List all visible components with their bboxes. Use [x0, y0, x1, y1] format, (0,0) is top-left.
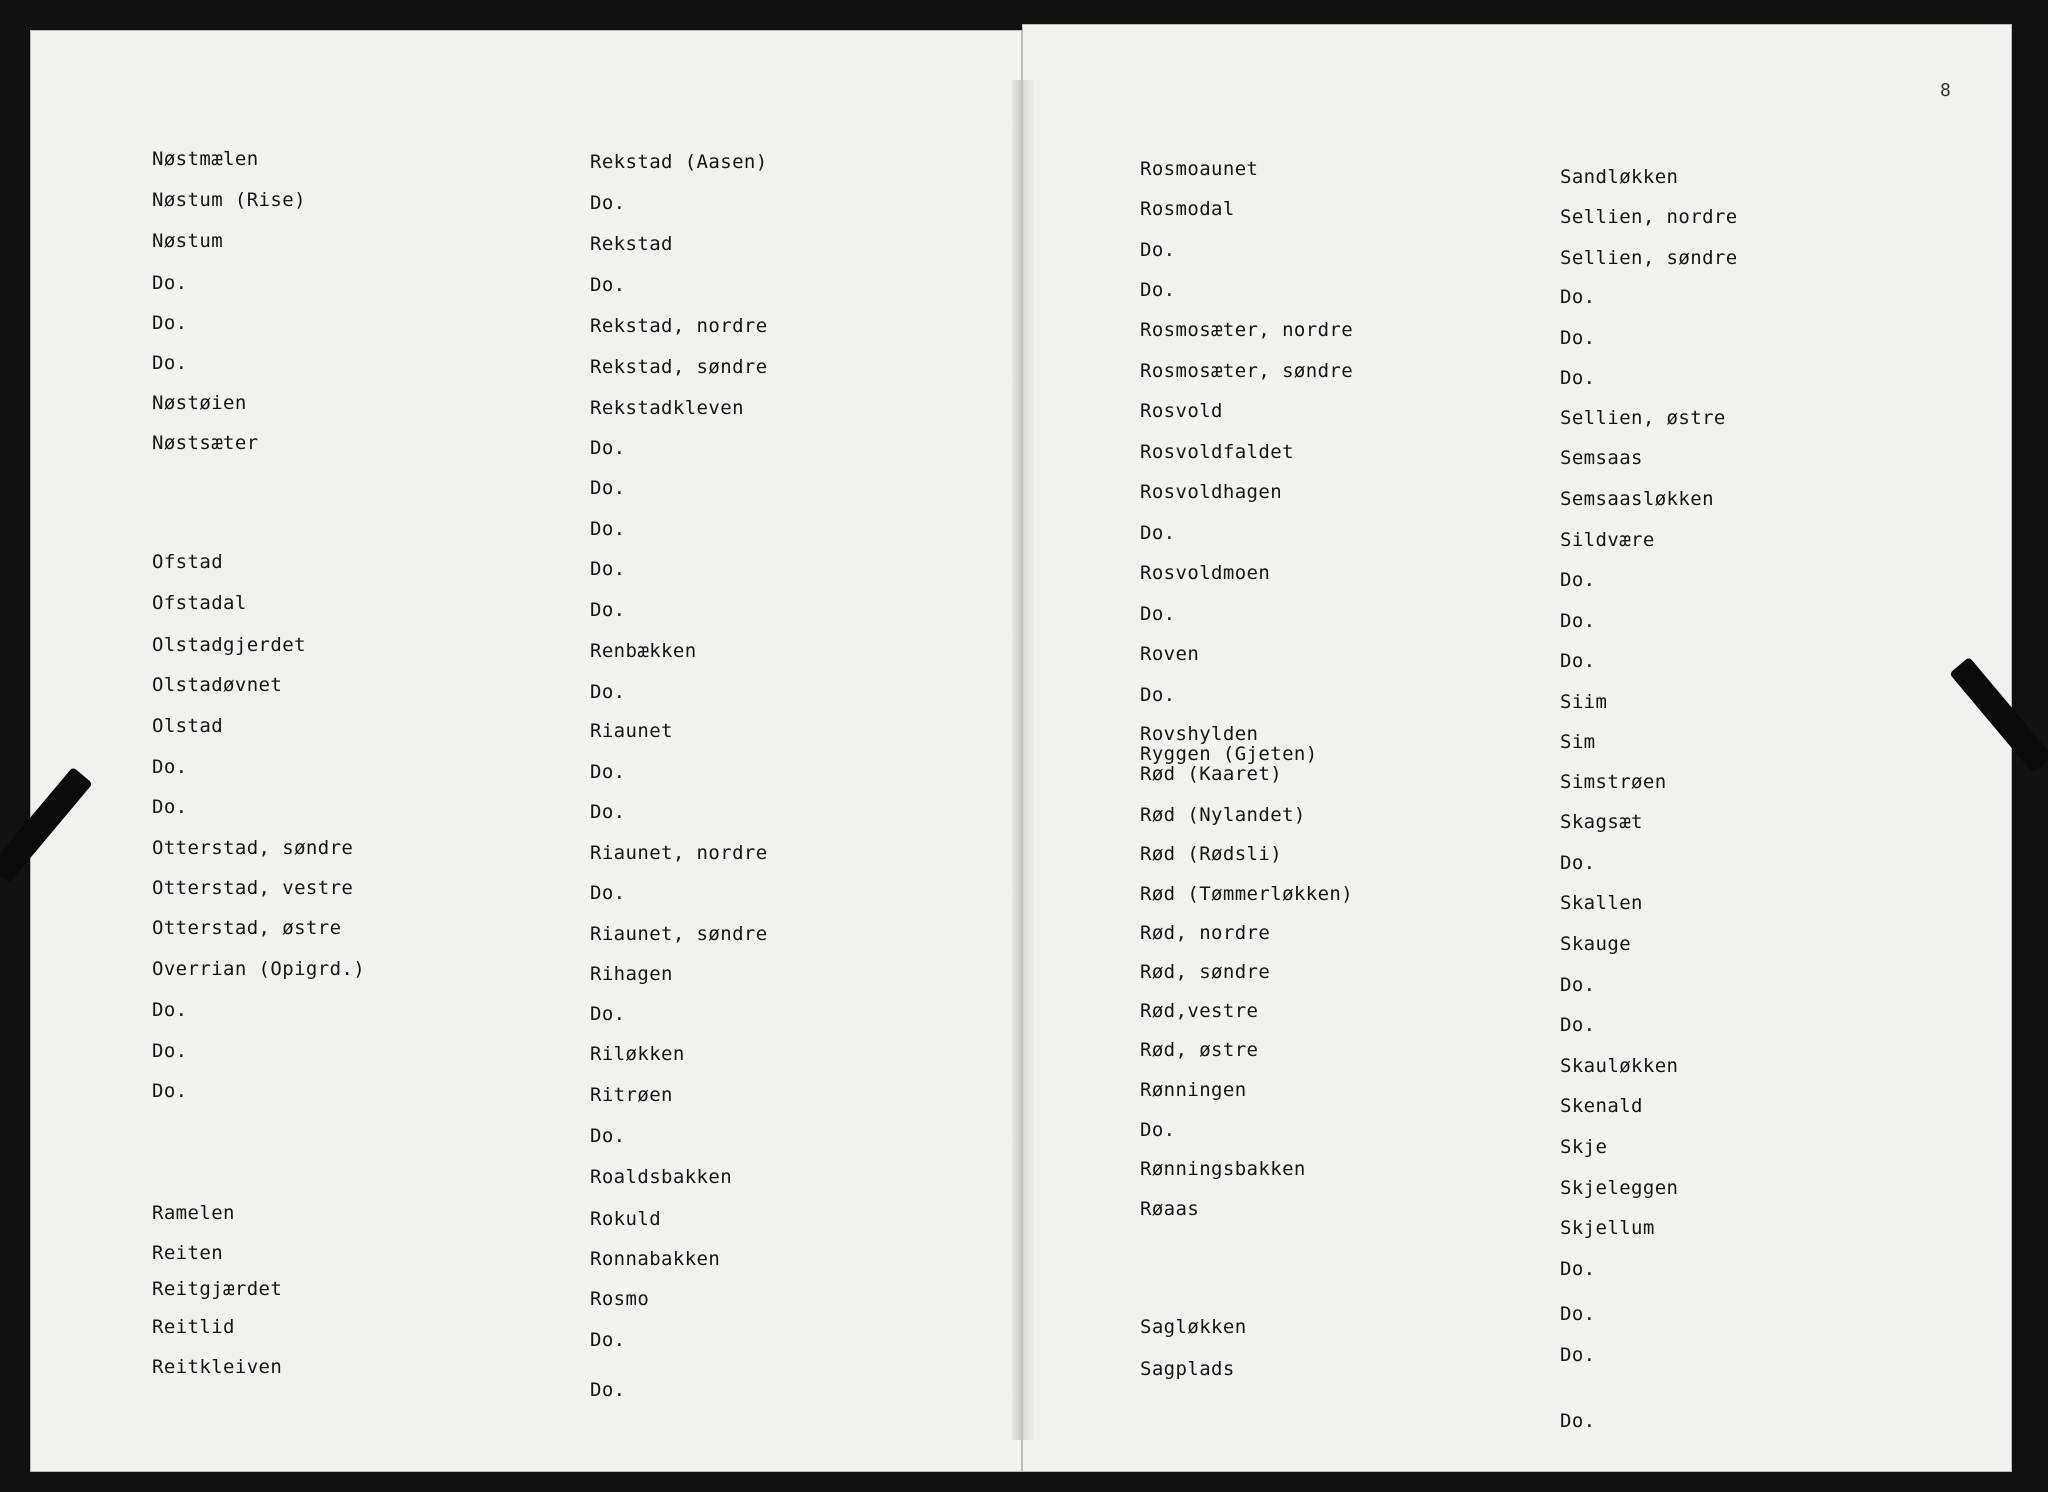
- index-entry-name: Rød (Nylandet): [1140, 804, 1306, 826]
- index-entry-name: Do.: [1140, 603, 1176, 625]
- index-entry-name: Roaldsbakken: [590, 1166, 733, 1188]
- index-entry-name: Skjellum: [1560, 1217, 1655, 1239]
- index-entry-name: Do.: [590, 274, 626, 296]
- index-entry-name: Skjeleggen: [1560, 1177, 1679, 1199]
- index-entry-name: Do.: [1560, 1014, 1596, 1036]
- index-entry-name: Skenald: [1560, 1095, 1643, 1117]
- index-entry-name: Do.: [152, 1080, 188, 1102]
- index-entry-name: Nøstmælen: [152, 148, 259, 170]
- index-entry-name: Do.: [590, 1125, 626, 1147]
- index-entry-name: Do.: [1560, 1344, 1596, 1366]
- index-entry-name: Rosmodal: [1140, 198, 1235, 220]
- index-entry-name: Ramelen: [152, 1202, 235, 1224]
- index-entry-name: Rokuld: [590, 1208, 662, 1230]
- index-entry-name: Skje: [1560, 1136, 1608, 1158]
- index-entry-name: Do.: [1140, 279, 1176, 301]
- index-entry-name: Riløkken: [590, 1043, 685, 1065]
- index-entry-name: Do.: [1140, 239, 1176, 261]
- index-entry-name: Do.: [1560, 852, 1596, 874]
- index-entry-name: Do.: [1560, 569, 1596, 591]
- index-entry-name: Ofstadal: [152, 592, 247, 614]
- index-entry-name: Rød, søndre: [1140, 961, 1271, 983]
- index-entry-name: Otterstad, østre: [152, 917, 342, 939]
- index-entry-name: Do.: [590, 192, 626, 214]
- index-entry-name: Siim: [1560, 691, 1608, 713]
- index-entry-name: Do.: [590, 518, 626, 540]
- index-entry-name: Sellien, nordre: [1560, 206, 1738, 228]
- index-entry-name: Do.: [152, 999, 188, 1021]
- index-entry-name: Sellien, østre: [1560, 407, 1726, 429]
- index-entry-name: Do.: [590, 681, 626, 703]
- index-entry-name: Reitkleiven: [152, 1356, 283, 1378]
- index-entry-name: Do.: [1140, 684, 1176, 706]
- index-entry-name: Skagsæt: [1560, 811, 1643, 833]
- index-entry-name: Rosvoldhagen: [1140, 481, 1283, 503]
- index-entry-name: Rosmoaunet: [1140, 158, 1259, 180]
- index-entry-name: Rød (Rødsli): [1140, 843, 1283, 865]
- book-gutter: [1012, 80, 1034, 1440]
- index-entry-name: Reitgjærdet: [152, 1278, 283, 1300]
- index-entry-name: Rekstadkleven: [590, 397, 744, 419]
- index-entry-name: Røaas: [1140, 1198, 1200, 1220]
- index-entry-name: Rød (Tømmerløkken): [1140, 883, 1354, 905]
- index-entry-name: Do.: [1560, 1303, 1596, 1325]
- index-entry-name: Do.: [1560, 650, 1596, 672]
- index-entry-name: Sim: [1560, 731, 1596, 753]
- index-entry-name: Roven: [1140, 643, 1200, 665]
- index-entry-name: Do.: [152, 796, 188, 818]
- index-entry-name: Semsaas: [1560, 447, 1643, 469]
- index-entry-name: Ryggen (Gjeten): [1140, 743, 1318, 765]
- index-entry-name: Do.: [1140, 1119, 1176, 1141]
- index-entry-name: Rekstad (Aasen): [590, 151, 768, 173]
- index-entry-name: Sildvære: [1560, 529, 1655, 551]
- index-entry-name: Otterstad, søndre: [152, 837, 354, 859]
- index-entry-name: Sagplads: [1140, 1358, 1235, 1380]
- index-entry-name: Do.: [590, 477, 626, 499]
- index-entry-name: Simstrøen: [1560, 771, 1667, 793]
- index-entry-name: Do.: [152, 1040, 188, 1062]
- index-entry-name: Rød, nordre: [1140, 922, 1271, 944]
- index-entry-name: Do.: [1560, 367, 1596, 389]
- index-entry-name: Semsaasløkken: [1560, 488, 1714, 510]
- index-entry-name: Ofstad: [152, 551, 224, 573]
- index-entry-name: Olstadgjerdet: [152, 634, 306, 656]
- index-entry-name: Do.: [590, 1003, 626, 1025]
- index-entry-name: Do.: [152, 312, 188, 334]
- page-number: 8: [1940, 80, 1951, 101]
- index-entry-name: Do.: [590, 882, 626, 904]
- index-entry-name: Rosvold: [1140, 400, 1223, 422]
- index-entry-name: Do.: [590, 1329, 626, 1351]
- index-entry-name: Do.: [152, 272, 188, 294]
- index-entry-name: Nøstøien: [152, 392, 247, 414]
- index-entry-name: Ritrøen: [590, 1084, 673, 1106]
- index-entry-name: Do.: [590, 558, 626, 580]
- index-entry-name: Reitlid: [152, 1316, 235, 1338]
- index-entry-name: Renbækken: [590, 640, 697, 662]
- index-entry-name: Rosmosæter, søndre: [1140, 360, 1354, 382]
- index-entry-name: Skauløkken: [1560, 1055, 1679, 1077]
- index-entry-name: Rosmo: [590, 1288, 650, 1310]
- index-entry-name: Rekstad, søndre: [590, 356, 768, 378]
- index-entry-name: Rekstad, nordre: [590, 315, 768, 337]
- index-entry-name: Nøstum (Rise): [152, 189, 306, 211]
- index-entry-name: Rød, østre: [1140, 1039, 1259, 1061]
- index-entry-name: Olstadøvnet: [152, 674, 283, 696]
- index-entry-name: Do.: [1140, 522, 1176, 544]
- index-entry-name: Do.: [152, 352, 188, 374]
- index-entry-name: Sandløkken: [1560, 166, 1679, 188]
- index-entry-name: Sagløkken: [1140, 1316, 1247, 1338]
- index-entry-name: Overrian (Opigrd.): [152, 958, 366, 980]
- index-entry-name: Rovshylden: [1140, 723, 1259, 745]
- index-entry-name: Riaunet: [590, 720, 673, 742]
- index-entry-name: Riaunet, nordre: [590, 842, 768, 864]
- index-entry-name: Rihagen: [590, 963, 673, 985]
- index-entry-name: Rød,vestre: [1140, 1000, 1259, 1022]
- index-entry-name: Rosmosæter, nordre: [1140, 319, 1354, 341]
- index-entry-name: Skauge: [1560, 933, 1632, 955]
- index-entry-name: Do.: [590, 801, 626, 823]
- index-entry-name: Nøstsæter: [152, 432, 259, 454]
- index-entry-name: Do.: [1560, 610, 1596, 632]
- index-entry-name: Do.: [1560, 286, 1596, 308]
- index-entry-name: Rønningen: [1140, 1079, 1247, 1101]
- index-entry-name: Sellien, søndre: [1560, 247, 1738, 269]
- index-entry-name: Do.: [1560, 974, 1596, 996]
- index-entry-name: Do.: [1560, 1410, 1596, 1432]
- index-entry-name: Do.: [152, 756, 188, 778]
- index-entry-name: Ronnabakken: [590, 1248, 721, 1270]
- index-entry-name: Reiten: [152, 1242, 224, 1264]
- index-entry-name: Nøstum: [152, 230, 224, 252]
- index-entry-name: Do.: [590, 761, 626, 783]
- index-entry-name: Do.: [1560, 1258, 1596, 1280]
- index-entry-name: Do.: [590, 1379, 626, 1401]
- index-entry-name: Rosvoldmoen: [1140, 562, 1271, 584]
- index-entry-name: Rønningsbakken: [1140, 1158, 1306, 1180]
- index-entry-name: Otterstad, vestre: [152, 877, 354, 899]
- index-entry-name: Riaunet, søndre: [590, 923, 768, 945]
- index-entry-name: Rosvoldfaldet: [1140, 441, 1294, 463]
- index-entry-name: Do.: [590, 599, 626, 621]
- index-entry-name: Do.: [1560, 327, 1596, 349]
- index-entry-name: Olstad: [152, 715, 224, 737]
- index-entry-name: Do.: [590, 437, 626, 459]
- index-entry-name: Skallen: [1560, 892, 1643, 914]
- index-entry-name: Rekstad: [590, 233, 673, 255]
- index-entry-name: Rød (Kaaret): [1140, 763, 1283, 785]
